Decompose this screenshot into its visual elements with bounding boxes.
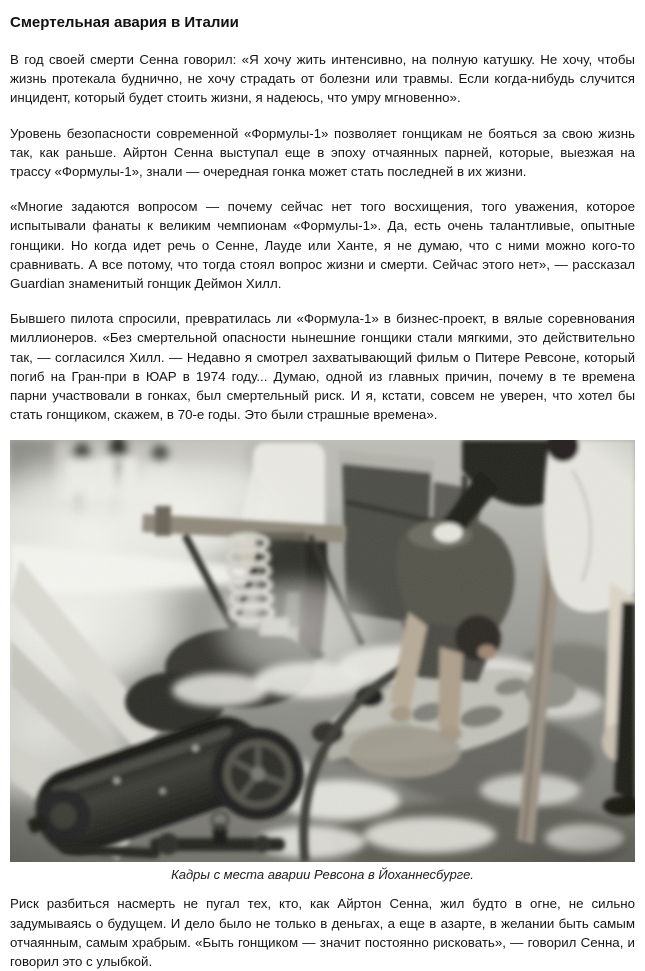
- accident-photo: [10, 440, 635, 862]
- article-paragraph-3: «Многие задаются вопросом — почему сейчас нет того восхищения, того уважения, которое испытывали фанаты к великим чемпионам «Формулы-1». Да, есть очень талантливые, опытные гонщики. Но когда идет речь о Сенне, Лауде или Ханте, я не думаю, что с ними можно кого-то сравнивать. А все потому, что тогда стоял вопрос жизни и смерти. Сейчас этого нет», — рассказал Guardian знаменитый гонщик Деймон Хилл.: [10, 199, 635, 292]
- photo-caption: Кадры с места аварии Ревсона в Йоханнесбурге.: [171, 867, 474, 883]
- article-title: Смертельная авария в Италии: [10, 14, 239, 31]
- article-paragraph-2: Уровень безопасности современной «Формулы-1» позволяет гонщикам не бояться за свою жизнь так, как раньше. Айртон Сенна выступал еще в эпоху отчаянных парней, которые, выезжая на трассу «Формулы-1», знали — очередная гонка может стать последней в их жизни.: [10, 125, 635, 180]
- article-paragraph-5: Риск разбиться насмерть не пугал тех, кто, как Айртон Сенна, жил будто в огне, не сильно задумываясь о будущем. И дело было не только в деньгах, а еще в азарте, в желании быть самым отчаянным, самым храбрым. «Быть гонщиком — значит постоянно рисковать», — говорил Сенна, и говорил это с улыбкой.: [10, 896, 635, 970]
- vignette-overlay: [10, 440, 635, 862]
- accident-photo-figure: [10, 440, 635, 883]
- article-paragraph-4: Бывшего пилота спросили, превратилась ли «Формула-1» в бизнес-проект, в вялые соревнования миллионеров. «Без смертельной опасности нынешние гонщики стали мягкими, это действительно так, — согласился Хилл. — Недавно я смотрел захватывающий фильм о Питере Ревсоне, который погиб на Гран-при в ЮАР в 1974 году... Думаю, одной из главных причин, почему в те времена парни участвовали в гонках, был смертельный риск. И я, кстати, совсем не уверен, что хотел бы стать гонщиком, скажем, в 70-е годы. Это были страшные времена».: [10, 311, 635, 423]
- article-paragraph-1: В год своей смерти Сенна говорил: «Я хочу жить интенсивно, на полную катушку. Не хочу, чтобы жизнь протекала буднично, не хочу страдать от болезни или травмы. Если когда-нибудь случится инцидент, который будет стоить жизни, я надеюсь, что умру мгновенно».: [10, 52, 635, 106]
